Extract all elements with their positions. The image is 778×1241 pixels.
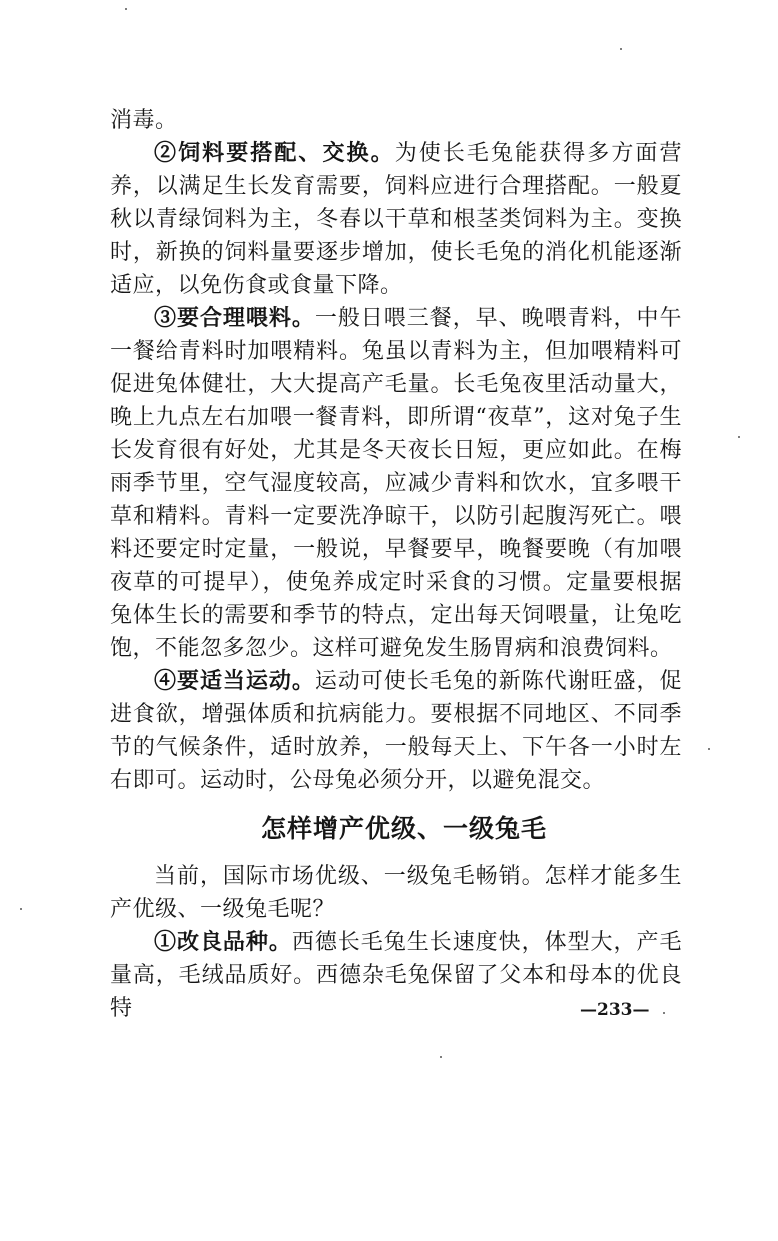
scan-speck <box>125 8 127 10</box>
page-number: —233— <box>580 1000 650 1020</box>
scan-speck <box>663 1012 665 1014</box>
paragraph-body: 消毒。 <box>110 108 178 133</box>
section-heading: 怎样增产优级、一级兔毛 <box>260 814 547 843</box>
paragraph-feeding <box>110 302 682 665</box>
paragraph-lead: ④要适当运动。 <box>154 668 315 694</box>
paragraph-continuation <box>110 104 682 137</box>
paragraph-lead: ①改良品种。 <box>154 929 292 955</box>
paragraph-body: 当前，国际市场优级、一级兔毛畅销。怎样才能多生产优级、一级兔毛呢？ <box>110 864 682 922</box>
paragraph-lead: ③要合理喂料。 <box>154 305 315 331</box>
scan-speck <box>708 748 710 750</box>
paragraph-lead: ②饲料要搭配、交换。 <box>154 140 395 166</box>
scan-speck <box>20 908 22 910</box>
scan-speck <box>738 436 740 438</box>
paragraph-intro <box>110 860 682 926</box>
paragraph-body: 西德长毛兔生长速度快，体型大，产毛量高，毛绒品质好。西德杂毛兔保留了父本和母本的优良特 <box>110 930 682 1021</box>
paragraph-body: 一般日喂三餐，早、晚喂青料，中午一餐给青料时加喂精料。兔虽以青料为主，但加喂精料可促进兔体健壮，大大提高产毛量。长毛兔夜里活动量大，晚上九点左右加喂一餐青料，即所谓“夜草”，这对兔子生长发育很有好处，尤其是冬天夜长日短，更应如此。在梅雨季节里，空气湿度较高，应减少青料和饮水，宜多喂干草和精料。青料一定要洗净晾干，以防引起腹泻死亡。喂料还要定时定量，一般说，早餐要早，晚餐要晚（有加喂夜草的可提早），使兔养成定时采食的习惯。定量要根据兔体生长的需要和季节的特点，定出每天饲喂量，让兔吃饱，不能忽多忽少。这样可避免发生肠胃病和浪费饲料。 <box>110 306 682 661</box>
paragraph-body: 运动可使长毛兔的新陈代谢旺盛，促进食欲，增强体质和抗病能力。要根据不同地区、不同季节的气候条件，适时放养，一般每天上、下午各一小时左右即可。运动时，公母兔必须分开，以避免混交。 <box>110 669 682 793</box>
paragraph-feed-mixing <box>110 137 682 302</box>
scan-speck <box>620 48 622 50</box>
paragraph-body: 为使长毛兔能获得多方面营养，以满足生长发育需要，饲料应进行合理搭配。一般夏秋以青绿饲料为主，冬春以干草和根茎类饲料为主。变换时，新换的饲料量要逐步增加，使长毛兔的消化机能逐渐适应，以免伤食或食量下降。 <box>110 141 682 298</box>
scan-speck <box>440 1056 442 1058</box>
paragraph-exercise <box>110 665 682 797</box>
